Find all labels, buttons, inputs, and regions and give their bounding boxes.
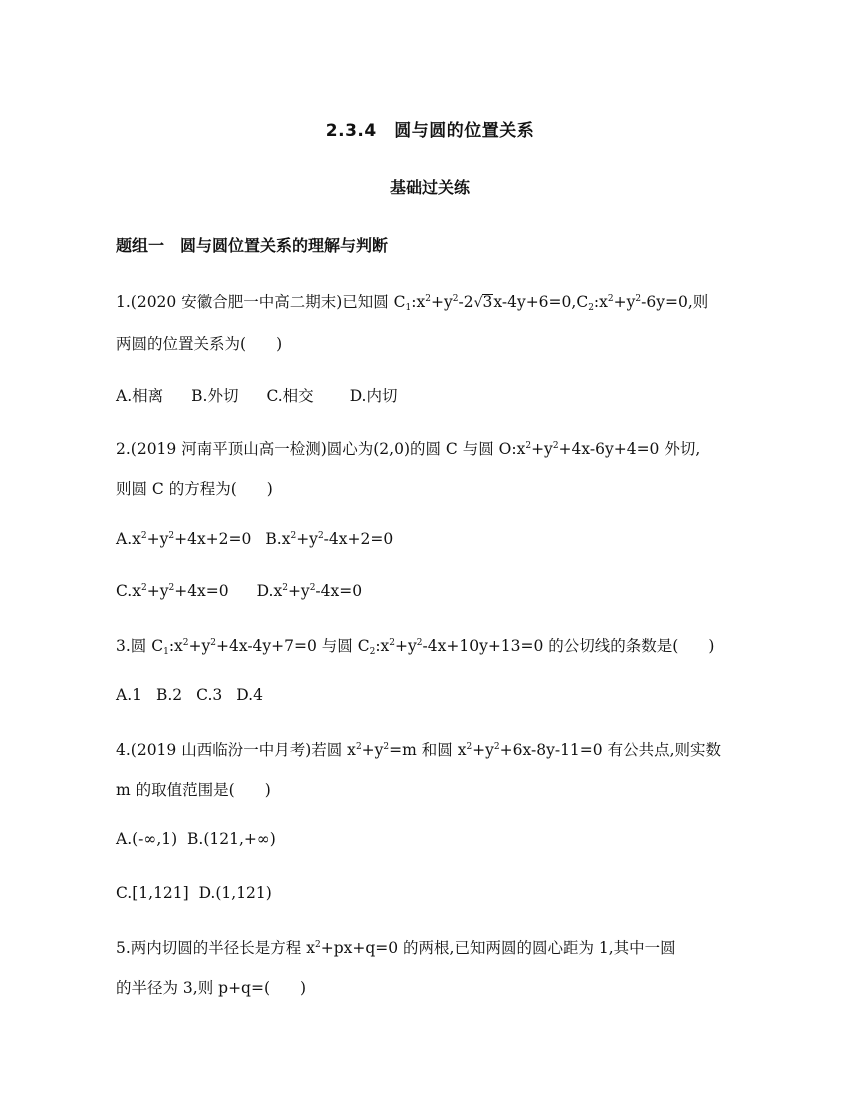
question-2-options-row-2 — [116, 582, 362, 600]
question-4-option-a: A.(-∞,1) — [116, 830, 178, 848]
question-4-options-row-2 — [116, 884, 272, 902]
question-3-option-c: C.3 — [196, 686, 223, 704]
question-1-option-c: C.相交 — [266, 387, 314, 405]
question-2-option-d: $D.x^2+y^2-4x=0$ — [256, 582, 363, 600]
question-1-stem-end: 两圆的位置关系为( — [116, 335, 247, 353]
question-1-option-a: A.相离 — [116, 387, 164, 405]
question-4-option-d: D.(1,121) — [198, 884, 272, 902]
question-group-heading: 题组一 圆与圆位置关系的理解与判断 — [116, 236, 389, 255]
question-2-options-row-1 — [116, 530, 393, 548]
question-3-option-a: A.1 — [116, 686, 142, 704]
section-title: 2.3.4 圆与圆的位置关系 — [325, 121, 535, 141]
question-3-option-b: B.2 — [155, 686, 183, 704]
question-1-option-b: B.外切 — [191, 387, 239, 405]
question-2-line-2: 则圆 C 的方程为( ) — [116, 480, 273, 498]
section-subtitle: 基础过关练 — [389, 178, 470, 197]
question-3-line-1: 3.圆 $C_1:x^2+y^2+4x-4y+7=0$ 与圆 $C_2:x^2+y^2-4x+10y+13=0$ 的公切线的条数是( ) — [116, 637, 715, 657]
question-2-line-1: 2.(2019 河南平顶山高一检测)圆心为(2,0)的圆 C 与圆 $O:x^2+y^2+4x-6y+4=0$ 外切, — [116, 440, 701, 458]
question-5-line-1: 5.两内切圆的半径长是方程 $x^2+px+q=0$ 的两根,已知两圆的圆心距为 1,其中一圆 — [116, 939, 676, 957]
question-4-option-c: C.[1,121] — [116, 884, 189, 902]
question-2-stem-end: 则圆 C 的方程为( — [116, 480, 237, 498]
question-1-line-2: 两圆的位置关系为( ) — [116, 335, 283, 353]
question-4-option-b: B.(121,+∞) — [187, 830, 276, 848]
question-2-option-a: $A.x^2+y^2+4x+2=0$ — [116, 530, 252, 548]
question-1-options — [116, 384, 398, 406]
question-5-stem-end: 的半径为 3,则 p+q=( — [116, 979, 271, 997]
question-4-stem-end: m 的取值范围是( — [116, 781, 235, 799]
question-4-options-row-1 — [116, 830, 276, 848]
question-1-option-d: D.内切 — [349, 387, 398, 405]
question-2-option-b: $B.x^2+y^2-4x+2=0$ — [265, 530, 394, 548]
question-5-line-2: 的半径为 3,则 p+q=( ) — [116, 979, 307, 997]
question-4-line-2: m 的取值范围是( ) — [116, 781, 271, 799]
question-2-option-c: $C.x^2+y^2+4x=0$ — [116, 582, 229, 600]
question-3-options — [116, 686, 263, 704]
question-1-line-1: 1.(2020 安徽合肥一中高二期末)已知圆 $C_1:x^2+y^2-2√3x-4y+6=0,C_2:x^2+y^2-6y=0$,则 — [116, 293, 709, 313]
question-3-option-d: D.4 — [236, 686, 263, 704]
question-4-line-1: 4.(2019 山西临汾一中月考)若圆 $x^2+y^2=m$ 和圆 $x^2+y^2+6x-8y-11=0$ 有公共点,则实数 — [116, 741, 721, 759]
